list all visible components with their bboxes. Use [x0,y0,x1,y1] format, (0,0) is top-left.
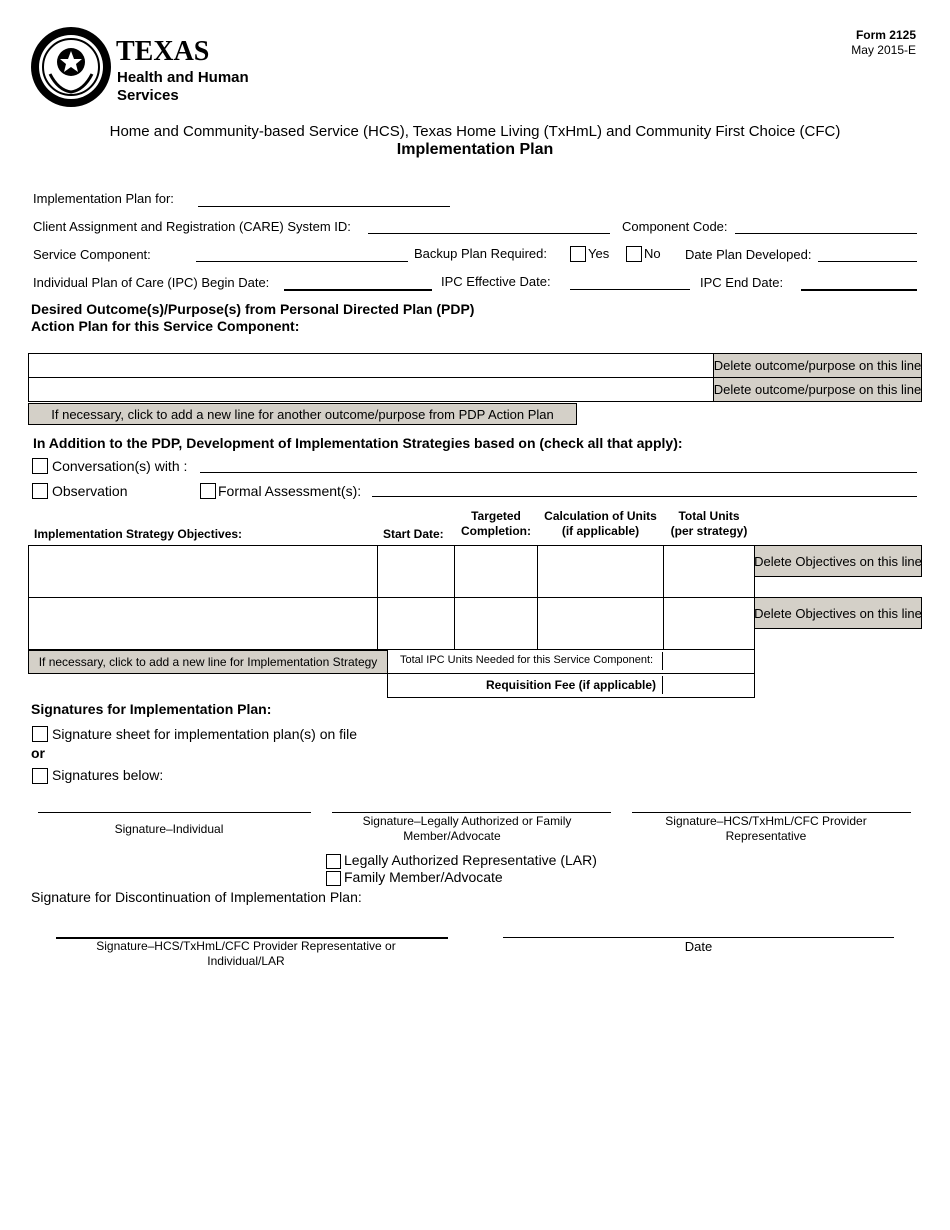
total-ipc-input[interactable] [662,652,751,670]
date-developed-label: Date Plan Developed: [685,247,812,262]
delete-outcome-button-1[interactable]: Delete outcome/purpose on this line [713,353,922,378]
form-number: Form 2125 [855,28,916,42]
component-code-label: Component Code: [622,219,728,234]
add-strategy-button[interactable]: If necessary, click to add a new line for Implementation Strategy [28,650,388,674]
total-units-cell[interactable] [663,597,755,650]
logo-hhs-line1: Health and Human [117,69,249,86]
backup-yes-label: Yes [588,246,610,261]
component-code-input[interactable] [735,233,917,234]
backup-plan-label: Backup Plan Required: [414,246,547,261]
calc-units-cell[interactable] [537,545,664,598]
outcome-line-2[interactable] [28,377,714,402]
signature-lar-label-1: Signature–Legally Authorized or Family [362,814,572,828]
backup-no-checkbox[interactable] [626,246,642,262]
state-seal-icon [30,26,112,108]
observation-checkbox[interactable] [32,483,48,499]
targeted-cell[interactable] [454,597,538,650]
signature-sheet-checkbox[interactable] [32,726,48,742]
delete-objective-button-2[interactable]: Delete Objectives on this line [754,597,922,629]
col-calc-1: Calculation of Units [544,509,657,523]
add-outcome-button[interactable]: If necessary, click to add a new line for another outcome/purpose from PDP Action Plan [28,403,577,425]
signature-lar-label-2: Member/Advocate [403,829,501,843]
service-component-input[interactable] [196,261,408,262]
backup-no-label: No [644,246,661,261]
requisition-label: Requisition Fee (if applicable) [486,678,657,692]
disc-signature-label-1: Signature–HCS/TxHmL/CFC Provider Representative or [96,939,396,953]
signature-individual-label: Signature–Individual [114,822,224,836]
backup-yes-checkbox[interactable] [570,246,586,262]
formal-assessment-label: Formal Assessment(s): [218,483,362,499]
signatures-heading: Signatures for Implementation Plan: [31,701,272,717]
signature-provider-line[interactable] [632,812,911,813]
action-plan-heading: Action Plan for this Service Component: [31,318,300,334]
lar-option-label: Legally Authorized Representative (LAR) [344,852,597,868]
col-start-date: Start Date: [383,527,444,541]
texas-hhs-logo [30,26,250,112]
strategies-heading: In Addition to the PDP, Development of Implementation Strategies based on (check all that apply): [33,435,683,451]
delete-outcome-button-2[interactable]: Delete outcome/purpose on this line [713,377,922,402]
objective-cell[interactable] [28,545,378,598]
signatures-below-label: Signatures below: [52,767,164,783]
ipc-end-input[interactable] [801,289,917,291]
logo-texas: TEXAS [116,36,210,67]
objective-cell[interactable] [28,597,378,650]
ipc-effective-label: IPC Effective Date: [441,274,551,289]
signature-individual-line[interactable] [38,812,311,813]
signature-sheet-label: Signature sheet for implementation plan(s) on file [52,726,358,742]
plan-for-input[interactable] [198,206,450,207]
care-id-label: Client Assignment and Registration (CARE) System ID: [33,219,351,234]
total-units-cell[interactable] [663,545,755,598]
form-subtitle: Home and Community-based Service (HCS), Texas Home Living (TxHmL) and Community First Choice (CFC) [109,123,841,140]
formal-assessment-input[interactable] [372,496,917,497]
start-date-cell[interactable] [377,597,455,650]
ipc-effective-input[interactable] [570,289,690,290]
lar-checkbox[interactable] [326,854,341,869]
disc-date-line[interactable] [503,937,894,938]
signature-lar-line[interactable] [332,812,611,813]
ipc-end-label: IPC End Date: [700,275,784,290]
outcomes-heading: Desired Outcome(s)/Purpose(s) from Personal Directed Plan (PDP) [31,301,475,317]
col-calc-2: (if applicable) [561,524,640,538]
family-option-label: Family Member/Advocate [344,869,503,885]
signature-provider-label-1: Signature–HCS/TxHmL/CFC Provider [665,814,867,828]
start-date-cell[interactable] [377,545,455,598]
col-targeted-2: Completion: [461,524,531,538]
signatures-below-checkbox[interactable] [32,768,48,784]
page-title: Implementation Plan [396,141,554,158]
delete-objective-button-1[interactable]: Delete Objectives on this line [754,545,922,577]
ipc-begin-input[interactable] [284,289,432,291]
calc-units-cell[interactable] [537,597,664,650]
family-checkbox[interactable] [326,871,341,886]
targeted-cell[interactable] [454,545,538,598]
conversation-input[interactable] [200,472,917,473]
logo-hhs-line2: Services [117,87,179,104]
requisition-input[interactable] [662,676,751,694]
col-objectives: Implementation Strategy Objectives: [34,527,243,541]
conversation-label: Conversation(s) with : [52,458,188,474]
signature-provider-label-2: Representative [725,829,807,843]
date-developed-input[interactable] [818,261,917,262]
conversation-checkbox[interactable] [32,458,48,474]
observation-label: Observation [52,483,128,499]
discontinuation-label: Signature for Discontinuation of Implementation Plan: [31,889,362,905]
care-id-input[interactable] [368,233,610,234]
col-targeted-1: Targeted [471,509,521,523]
ipc-begin-label: Individual Plan of Care (IPC) Begin Date: [33,275,270,290]
or-label: or [31,745,45,761]
col-total-1: Total Units [678,509,740,523]
form-date: May 2015-E [851,43,916,57]
outcome-line-1[interactable] [28,353,714,378]
plan-for-label: Implementation Plan for: [33,191,174,206]
disc-signature-label-2: Individual/LAR [207,954,285,968]
col-total-2: (per strategy) [670,524,748,538]
total-ipc-label: Total IPC Units Needed for this Service Component: [400,654,654,666]
service-component-label: Service Component: [33,247,151,262]
formal-assessment-checkbox[interactable] [200,483,216,499]
disc-date-label: Date [684,939,713,954]
